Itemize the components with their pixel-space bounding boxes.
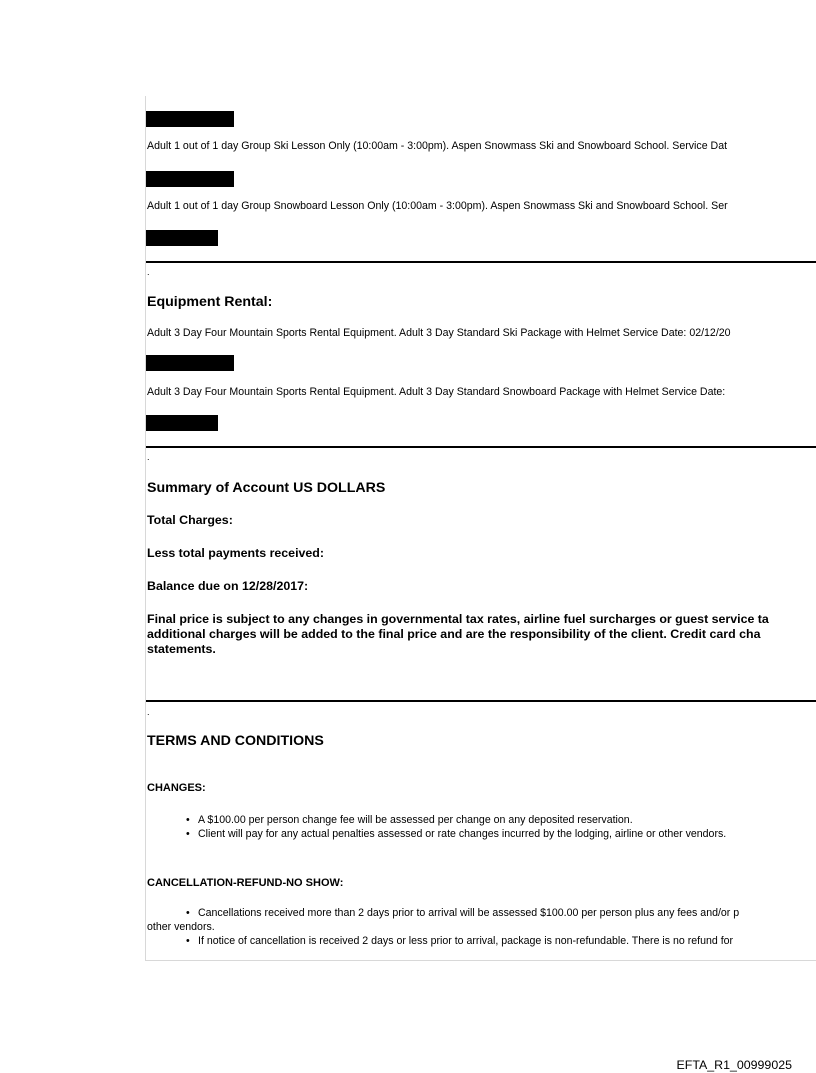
section-divider bbox=[146, 700, 816, 702]
separator-dot: . bbox=[147, 267, 150, 277]
balance-due-label: Balance due on 12/28/2017: bbox=[147, 579, 309, 593]
list-item bbox=[186, 828, 816, 842]
document-id: EFTA_R1_00999025 bbox=[676, 1058, 792, 1072]
section-divider bbox=[146, 261, 816, 263]
equipment-rental-heading: Equipment Rental: bbox=[147, 294, 273, 310]
redaction-box bbox=[146, 171, 234, 187]
change-fee-text: A $100.00 per person change fee will be assessed per change on any deposited reservation. bbox=[198, 814, 633, 826]
total-charges-label: Total Charges: bbox=[147, 513, 233, 527]
cancellation-line-wrap: other vendors. bbox=[147, 921, 215, 933]
summary-heading: Summary of Account US DOLLARS bbox=[147, 480, 386, 496]
redaction-box bbox=[146, 415, 218, 431]
list-item bbox=[186, 814, 816, 828]
payments-received-label: Less total payments received: bbox=[147, 546, 324, 560]
cancellation-heading: CANCELLATION-REFUND-NO SHOW: bbox=[147, 877, 344, 889]
cancellation-line bbox=[186, 907, 816, 920]
cancellation-line bbox=[186, 935, 816, 948]
bullet-icon: • bbox=[186, 935, 190, 947]
separator-dot: . bbox=[147, 707, 150, 717]
bullet-icon: • bbox=[186, 814, 190, 826]
cancellation-text: Cancellations received more than 2 days prior to arrival will be assessed $100.00 per person plus any fees and/or p bbox=[198, 907, 740, 919]
price-notice-line: statements. bbox=[147, 642, 216, 656]
no-refund-text: If notice of cancellation is received 2 days or less prior to arrival, package is non-refundable. There is no refund for bbox=[198, 935, 734, 947]
equipment-line-snowboard: Adult 3 Day Four Mountain Sports Rental Equipment. Adult 3 Day Standard Snowboard Package with Helmet Service Date: bbox=[147, 386, 726, 398]
equipment-line-ski: Adult 3 Day Four Mountain Sports Rental Equipment. Adult 3 Day Standard Ski Package with Helmet Service Date: 02/12/20 bbox=[147, 327, 731, 339]
section-divider bbox=[146, 446, 816, 448]
separator-dot: . bbox=[147, 452, 150, 462]
changes-list bbox=[186, 814, 816, 841]
redaction-box bbox=[146, 355, 234, 371]
terms-heading: TERMS AND CONDITIONS bbox=[147, 733, 324, 749]
redaction-box bbox=[146, 111, 234, 127]
price-notice-line: Final price is subject to any changes in governmental tax rates, airline fuel surcharges or guest service ta bbox=[147, 612, 769, 626]
lesson-line-snowboard: Adult 1 out of 1 day Group Snowboard Lesson Only (10:00am - 3:00pm). Aspen Snowmass Ski and Snowboard School. Ser bbox=[147, 200, 728, 212]
bullet-icon: • bbox=[186, 827, 190, 840]
lesson-line-ski: Adult 1 out of 1 day Group Ski Lesson Only (10:00am - 3:00pm). Aspen Snowmass Ski and Snowboard School. Service Dat bbox=[147, 140, 728, 152]
price-notice-line: additional charges will be added to the final price and are the responsibility of the client. Credit card cha bbox=[147, 627, 761, 641]
bullet-icon: • bbox=[186, 907, 190, 919]
redaction-box bbox=[146, 230, 218, 246]
changes-heading: CHANGES: bbox=[147, 782, 206, 794]
penalties-text: Client will pay for any actual penalties assessed or rate changes incurred by the lodging, airline or other vendors. bbox=[198, 827, 727, 840]
